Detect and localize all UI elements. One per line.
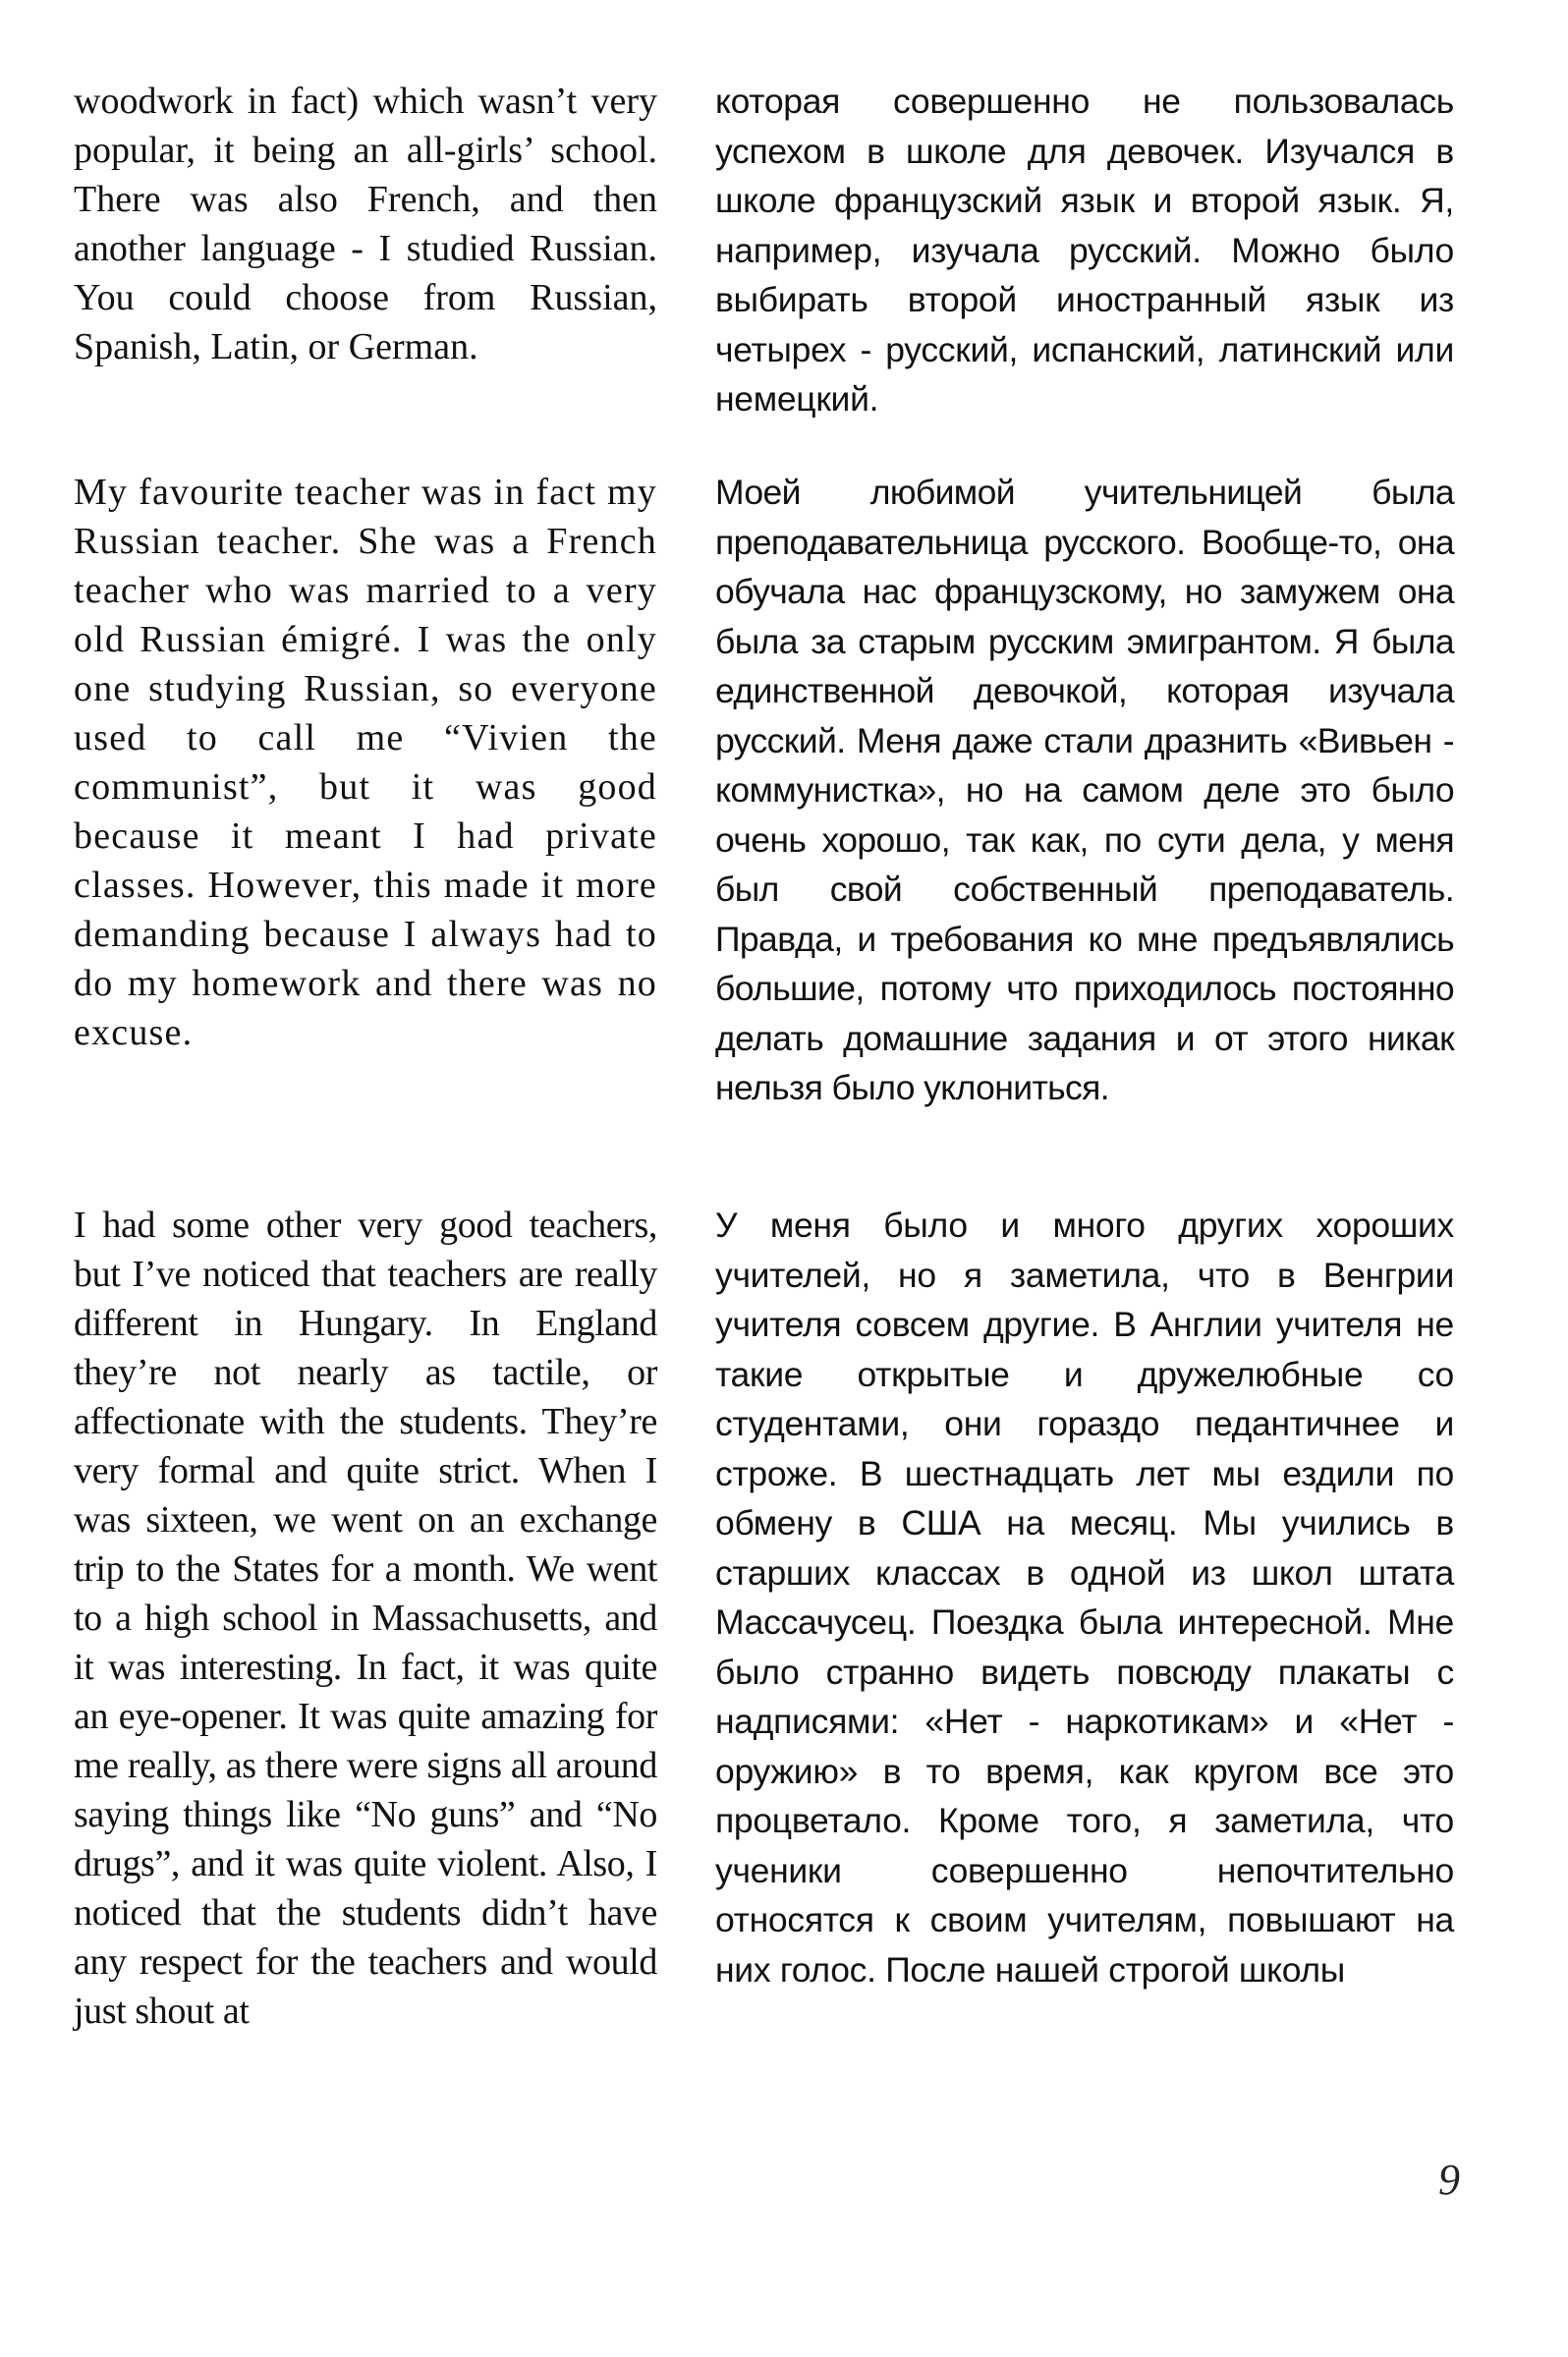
russian-paragraph-3: У меня было и много других хороших учителей, но я заметила, что в Венгрии учителя совсем другие. В Англии учителя не такие открытые и дружелюбные со студентами, они гораздо педантичнее и строже. В шестнадцать лет мы ездили по обмену в США на месяц. Мы учились в старших классах в одной из школ штата Массачусец. Поездка была интересной. Мне было странно видеть повсюду плакаты с надписями: «Нет - наркотикам» и «Нет - оружию» в то время, как кругом все это процветало. Кроме того, я заметила, что ученики совершенно непочтительно относятся к своим учителям, повышают на них голос. После нашей строгой школы — [715, 1206, 1454, 1990]
russian-paragraph-2: Моей любимой учительницей была преподавательница русского. Вообще-то, она обучала нас французскому, но замужем она была за старым русским эмигрантом. Я была единственной девочкой, которая изучала русский. Меня даже стали дразнить «Вивьен - коммунистка», но на самом деле это было очень хорошо, так как, по сути дела, у меня был свой собственный преподаватель. Правда, и требования ко мне предъявлялись большие, потому что приходилось постоянно делать домашние задания и от этого никак нельзя было уклониться. — [715, 473, 1454, 1107]
english-paragraph-1: woodwork in fact) which wasn’t very popular, it being an all-girls’ school. There was also French, and then another language - I studied Russian. You could choose from Russian, Spanish, Latin, or German. — [74, 81, 657, 367]
english-paragraph-3: I had some other very good teachers, but I’ve noticed that teachers are really different in Hungary. In England they’re not nearly as tactile, or affectionate with the students. They’re very formal and quite strict. When I was sixteen, we went on an exchange trip to the States for a month. We went to a high school in Massachusetts, and it was interesting. In fact, it was quite an eye-opener. It was quite amazing for me really, as there were signs all around saying things like “No guns” and “No drugs”, and it was quite violent. Also, I noticed that the students didn’t have any respect for the teachers and would just shout at — [74, 1205, 657, 2032]
page-number: 9 — [1438, 2156, 1460, 2204]
english-paragraph-2: My favourite teacher was in fact my Russian teacher. She was a French teacher who was married to a very old Russian émigré. I was the only one studying Russian, so everyone used to call me “Vivien the communist”, but it was good because it meant I had private classes. However, this made it more demanding because I always had to do my homework and there was no excuse. — [74, 472, 657, 1053]
russian-paragraph-1: которая совершенно не пользовалась успехом в школе для девочек. Изучался в школе французский язык и второй язык. Я, например, изучала русский. Можно было выбирать второй иностранный язык из четырех - русский, испанский, латинский или немецкий. — [715, 82, 1454, 419]
